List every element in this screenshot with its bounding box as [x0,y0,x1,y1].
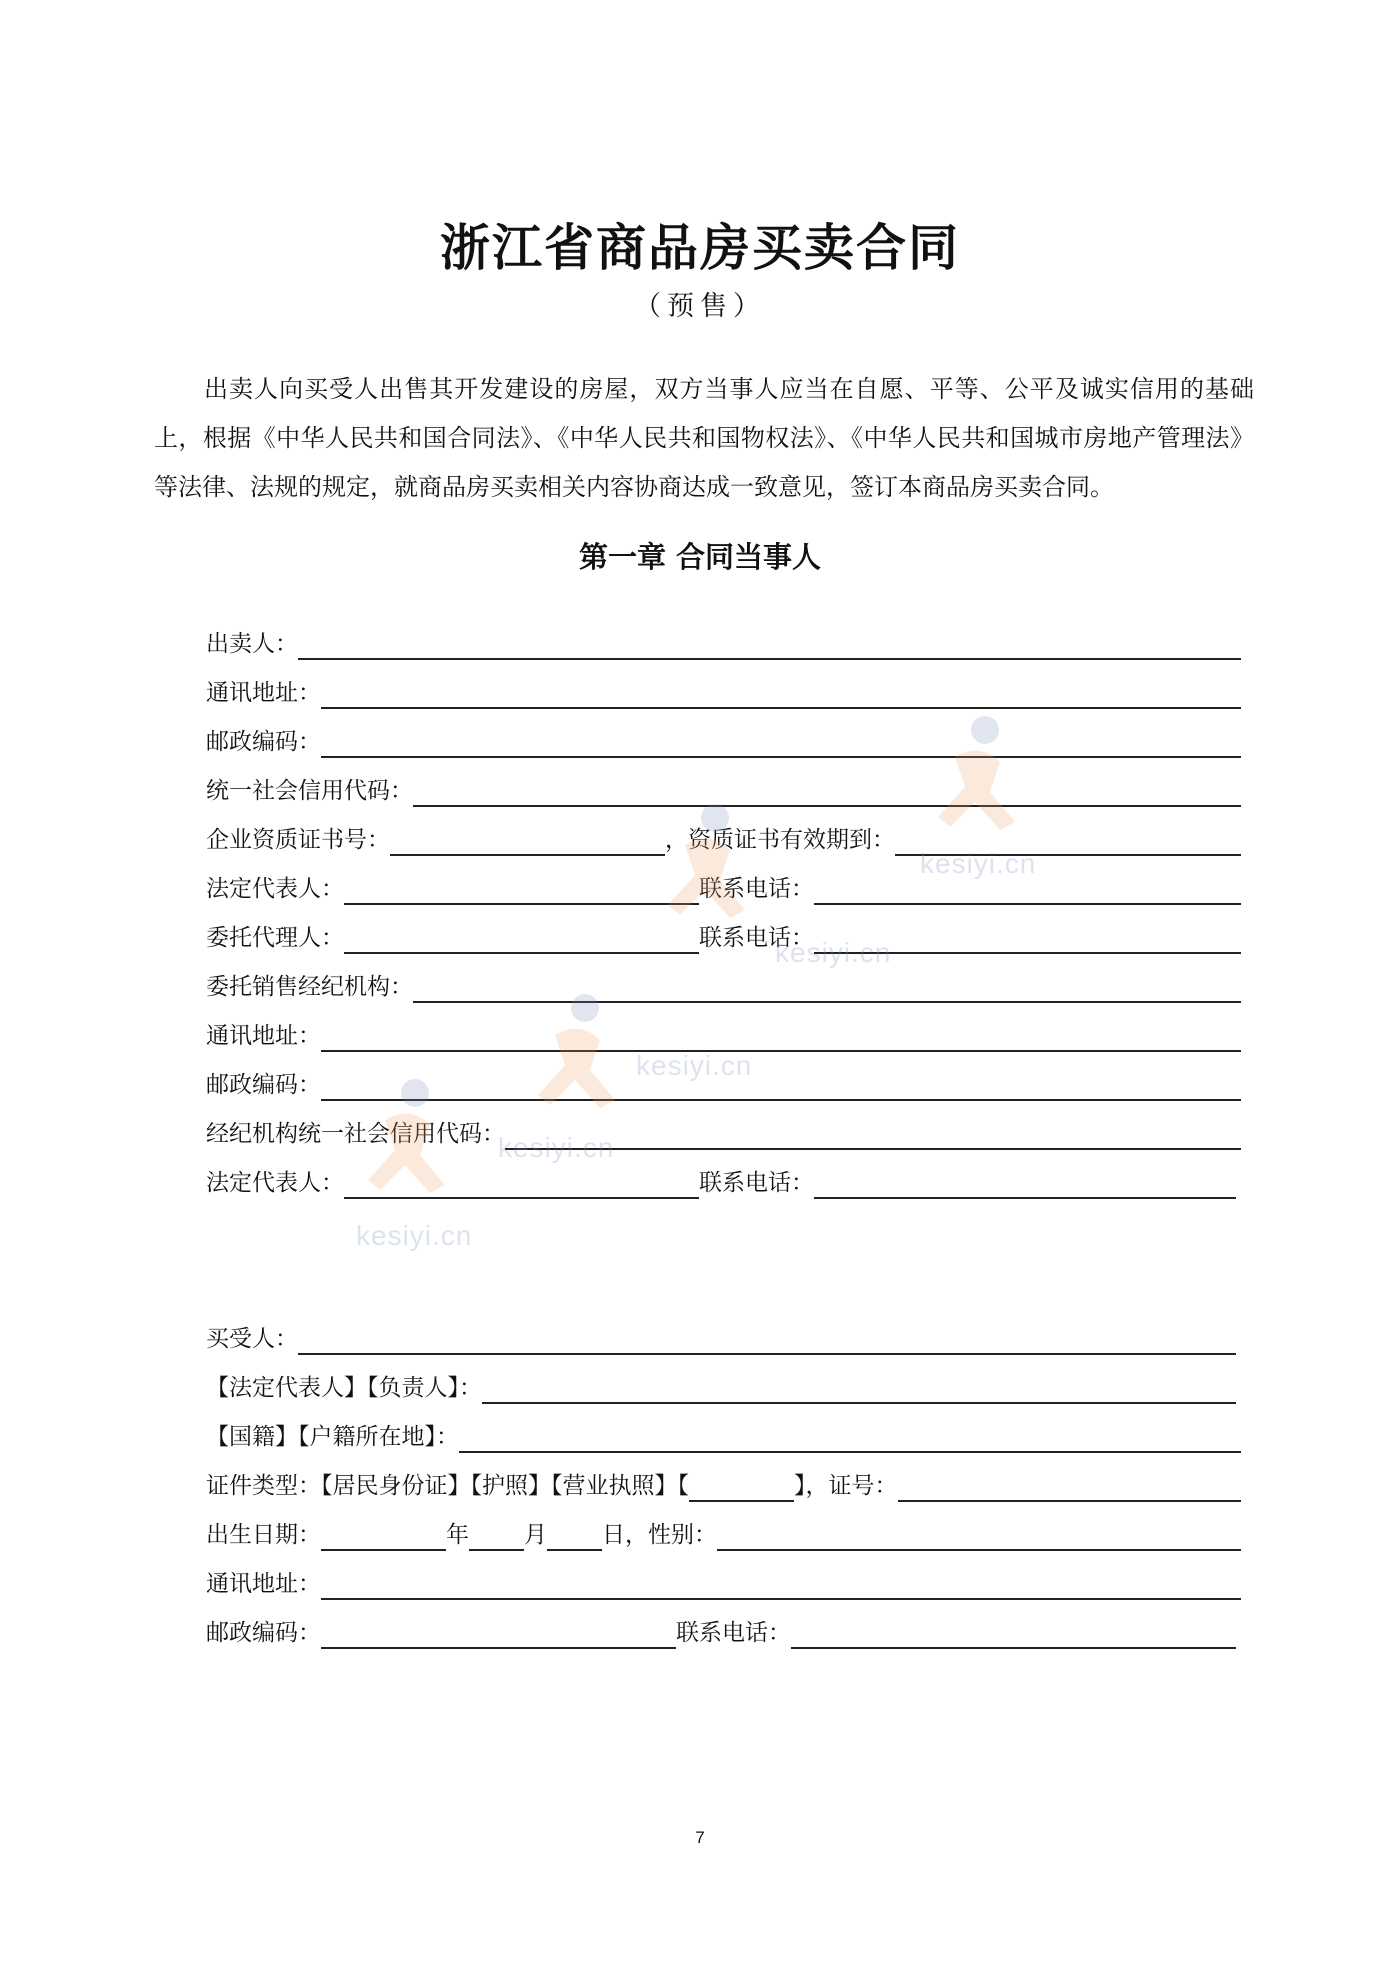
agency-credit-code-label: 经纪机构统一社会信用代码： [206,1121,505,1147]
buyer-id-row [206,1462,1241,1502]
buyer-phone-field[interactable] [791,1617,1236,1649]
seller-postcode-field[interactable] [321,726,1241,758]
watermark-runner-icon [350,1075,460,1205]
watermark-text: kesiyi.cn [636,1050,753,1081]
page-number: 7 [695,1828,705,1847]
seller-label: 出卖人： [206,631,298,657]
buyer-postcode-row [206,1609,1236,1649]
seller-address-field[interactable] [321,677,1241,709]
buyer-birth-month-field[interactable] [469,1519,524,1551]
qualification-no-field[interactable] [390,824,665,856]
agency-legal-rep-label: 法定代表人： [206,1170,344,1196]
seller-address-row [206,669,1241,709]
buyer-month-label: 月 [524,1522,547,1548]
seller-row [206,620,1241,660]
buyer-field[interactable] [298,1323,1236,1355]
agency-postcode-label: 邮政编码： [206,1072,321,1098]
agency-address-row [206,1012,1241,1052]
watermark-text: kesiyi.cn [356,1220,473,1251]
seller-credit-code-field[interactable] [413,775,1241,807]
chapter-heading: 第一章 合同当事人 [578,540,822,574]
buyer-gender-field[interactable] [717,1519,1241,1551]
buyer-row [206,1315,1236,1355]
watermark-runner-icon [650,800,760,930]
agency-credit-code-field[interactable] [505,1118,1241,1150]
buyer-birth-row [206,1511,1241,1551]
agent-phone-label: 联系电话： [699,925,814,951]
phone-label: 联系电话： [699,876,814,902]
buyer-rep-field[interactable] [482,1372,1236,1404]
seller-postcode-row [206,718,1241,758]
buyer-id-other-field[interactable] [689,1470,794,1502]
buyer-birth-day-field[interactable] [547,1519,602,1551]
buyer-address-field[interactable] [321,1568,1241,1600]
buyer-birth-label: 出生日期： [206,1522,321,1548]
watermark-text: kesiyi.cn [920,848,1037,879]
seller-address-label: 通讯地址： [206,680,321,706]
agency-address-field[interactable] [321,1020,1241,1052]
seller-postcode-label: 邮政编码： [206,729,321,755]
buyer-nationality-label: 【国籍】【户籍所在地】： [206,1424,459,1450]
qualification-valid-label: ，资质证书有效期到： [665,827,895,853]
buyer-rep-row [206,1364,1236,1404]
document-title: 浙江省商品房买卖合同 [440,218,960,277]
buyer-phone-label: 联系电话： [676,1620,791,1646]
buyer-rep-label: 【法定代表人】【负责人】： [206,1375,482,1401]
legal-rep-field[interactable] [344,873,699,905]
buyer-nationality-row [206,1413,1241,1453]
agency-address-label: 通讯地址： [206,1023,321,1049]
agent-field[interactable] [344,922,699,954]
buyer-id-type-close-label: 】，证号： [794,1473,898,1499]
qualification-no-label: 企业资质证书号： [206,827,390,853]
buyer-year-label: 年 [446,1522,469,1548]
document-subtitle: （预售） [634,291,766,322]
buyer-postcode-field[interactable] [321,1617,676,1649]
buyer-postcode-label: 邮政编码： [206,1620,321,1646]
watermark-runner-icon [520,990,630,1120]
legal-rep-label: 法定代表人： [206,876,344,902]
seller-field[interactable] [298,628,1241,660]
buyer-address-row [206,1560,1241,1600]
buyer-id-number-field[interactable] [898,1470,1242,1502]
buyer-label: 买受人： [206,1326,298,1352]
buyer-day-gender-label: 日，性别： [602,1522,717,1548]
buyer-id-type-label: 证件类型：【居民身份证】【护照】【营业执照】【 [206,1473,689,1499]
agency-label: 委托销售经纪机构： [206,974,413,1000]
agency-phone-field[interactable] [814,1167,1236,1199]
buyer-nationality-field[interactable] [459,1421,1241,1453]
agency-row [206,963,1241,1003]
seller-credit-code-label: 统一社会信用代码： [206,778,413,804]
buyer-address-label: 通讯地址： [206,1571,321,1597]
watermark-text: kesiyi.cn [775,937,892,968]
intro-paragraph: 出卖人向买受人出售其开发建设的房屋，双方当事人应当在自愿、平等、公平及诚实信用的基础上，根据《中华人民共和国合同法》、《中华人民共和国物权法》、《中华人民共和国城市房地产管理法》等法律、法规的规定，就商品房买卖相关内容协商达成一致意见，签订本商品房买卖合同。 [154,375,1254,501]
watermark-runner-icon [920,712,1030,842]
buyer-birth-year-field[interactable] [321,1519,446,1551]
watermark-text: kesiyi.cn [498,1132,615,1163]
agency-phone-label: 联系电话： [699,1170,814,1196]
agent-label: 委托代理人： [206,925,344,951]
